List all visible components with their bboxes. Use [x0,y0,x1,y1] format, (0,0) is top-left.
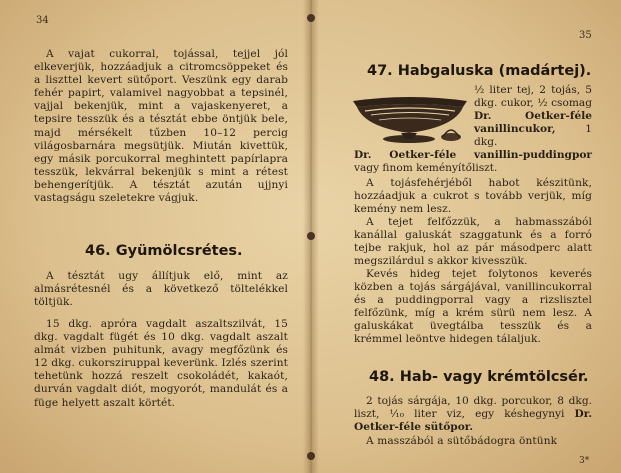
recipe-47-paragraph-2: A tojásfehérjéből habot készitünk, hozzáadjuk a cukrot s tovább verjük, míg kemény nem lesz. [354,177,592,216]
brand-puddingpor: Dr. Oetker-féle vanillin-puddingpor [354,149,592,161]
recipe-47-ingredients-start [474,84,592,149]
recipe-48-paragraph-1 [354,395,592,434]
recipe-47-paragraph-3: A tejet felfőzzük, a habmasszából kanállal galuskát szaggatunk és a forró tejbe rakjuk, hol az pár másodperc alatt megszilárdul s akkor kivesszük. [354,216,592,268]
ingredients-end-text: vagy finom keményítőliszt. [354,162,498,175]
recipe-47-paragraph-4: Kevés hideg tejet folytonos keverés közben a tojás sárgájával, vanillincukorral és a puddingporral vagy a rizslisztel felfőzünk, míg a krém sürü nem lesz. A galuskákat üvegtálba tesszük és a krémmel leöntve hidegen tálaljuk. [354,268,592,346]
recipe-48-ingredients: 2 tojás sárgája, 10 dkg. porcukor, 8 dkg. liszt, ¹⁄₁₀ liter viz, egy késhegynyi [354,395,592,421]
recipe-48-paragraph-2: A masszából a sütőbádogra öntünk [366,435,558,447]
brand-sutopor: Dr. Oetker-féle sütőpor. [354,408,593,434]
recipe-46-paragraph-2: 15 dkg. apróra vagdalt aszaltszilvát, 15 dkg. vagdalt fügét és 10 dkg. vagdalt aszalt almát vizben puhitunk, avagy megfőzünk és 12 dkg. cukorsziruppal keverünk. Izlés szerint tehetünk hozzá reszelt csokoládét, kakaót, durván vagdalt diót, mogyorót, mandulát és a füge helyett aszalt körtét. [34,318,288,409]
recipe-46-title: 46. Gyümölcsrétes. [85,243,243,259]
ingredients-plain-text: ½ liter tej, 2 tojás, 5 dkg. cukor, ½ csomag [474,84,592,110]
recipe-47-ingredients-end [354,149,592,175]
left-page [0,0,309,473]
page-number: 35 [579,30,592,41]
brand-vanillincukor: Dr. Oetker-féle vanillincukor, [474,110,592,136]
recipe-46-paragraph-1: A tésztát ugy állítjuk elő, mint az almásrétesnél és a következő töltelékkel töltjük. [34,270,288,309]
recipe-47-title: 47. Habgaluska (madártej). [367,63,592,79]
page-number: 34 [36,15,49,26]
intro-paragraph: A vajat cukorral, tojással, tejjel jól elkeverjük, hozzáadjuk a citromcsöppeket és a liszttel kevert sütőport. Veszünk egy darab fehér papirt, valamivel nagyobbat a tepsinél, vajjal bekenjük, mint a vajaskenyeret, a tepsire tesszük és a tésztát ebbe öntjük bele, majd mérsékelt tűzben 10–12 percig világosbarnára megsütjük. Miután kivettük, egy másik porcukorral meghintett papírlapra tesszük, lekvárral bekenjük s mint a rétest behengerítjük. A tésztát azután ujjnyi vastagságu szeletekre vágjuk. [34,48,288,205]
ingredients-plain-text-2: 1 dkg. [474,123,592,149]
signature-mark: 3* [579,456,590,466]
cream-bowl-illustration [351,93,469,151]
recipe-48-title: 48. Hab- vagy krémtölcsér. [369,369,589,385]
